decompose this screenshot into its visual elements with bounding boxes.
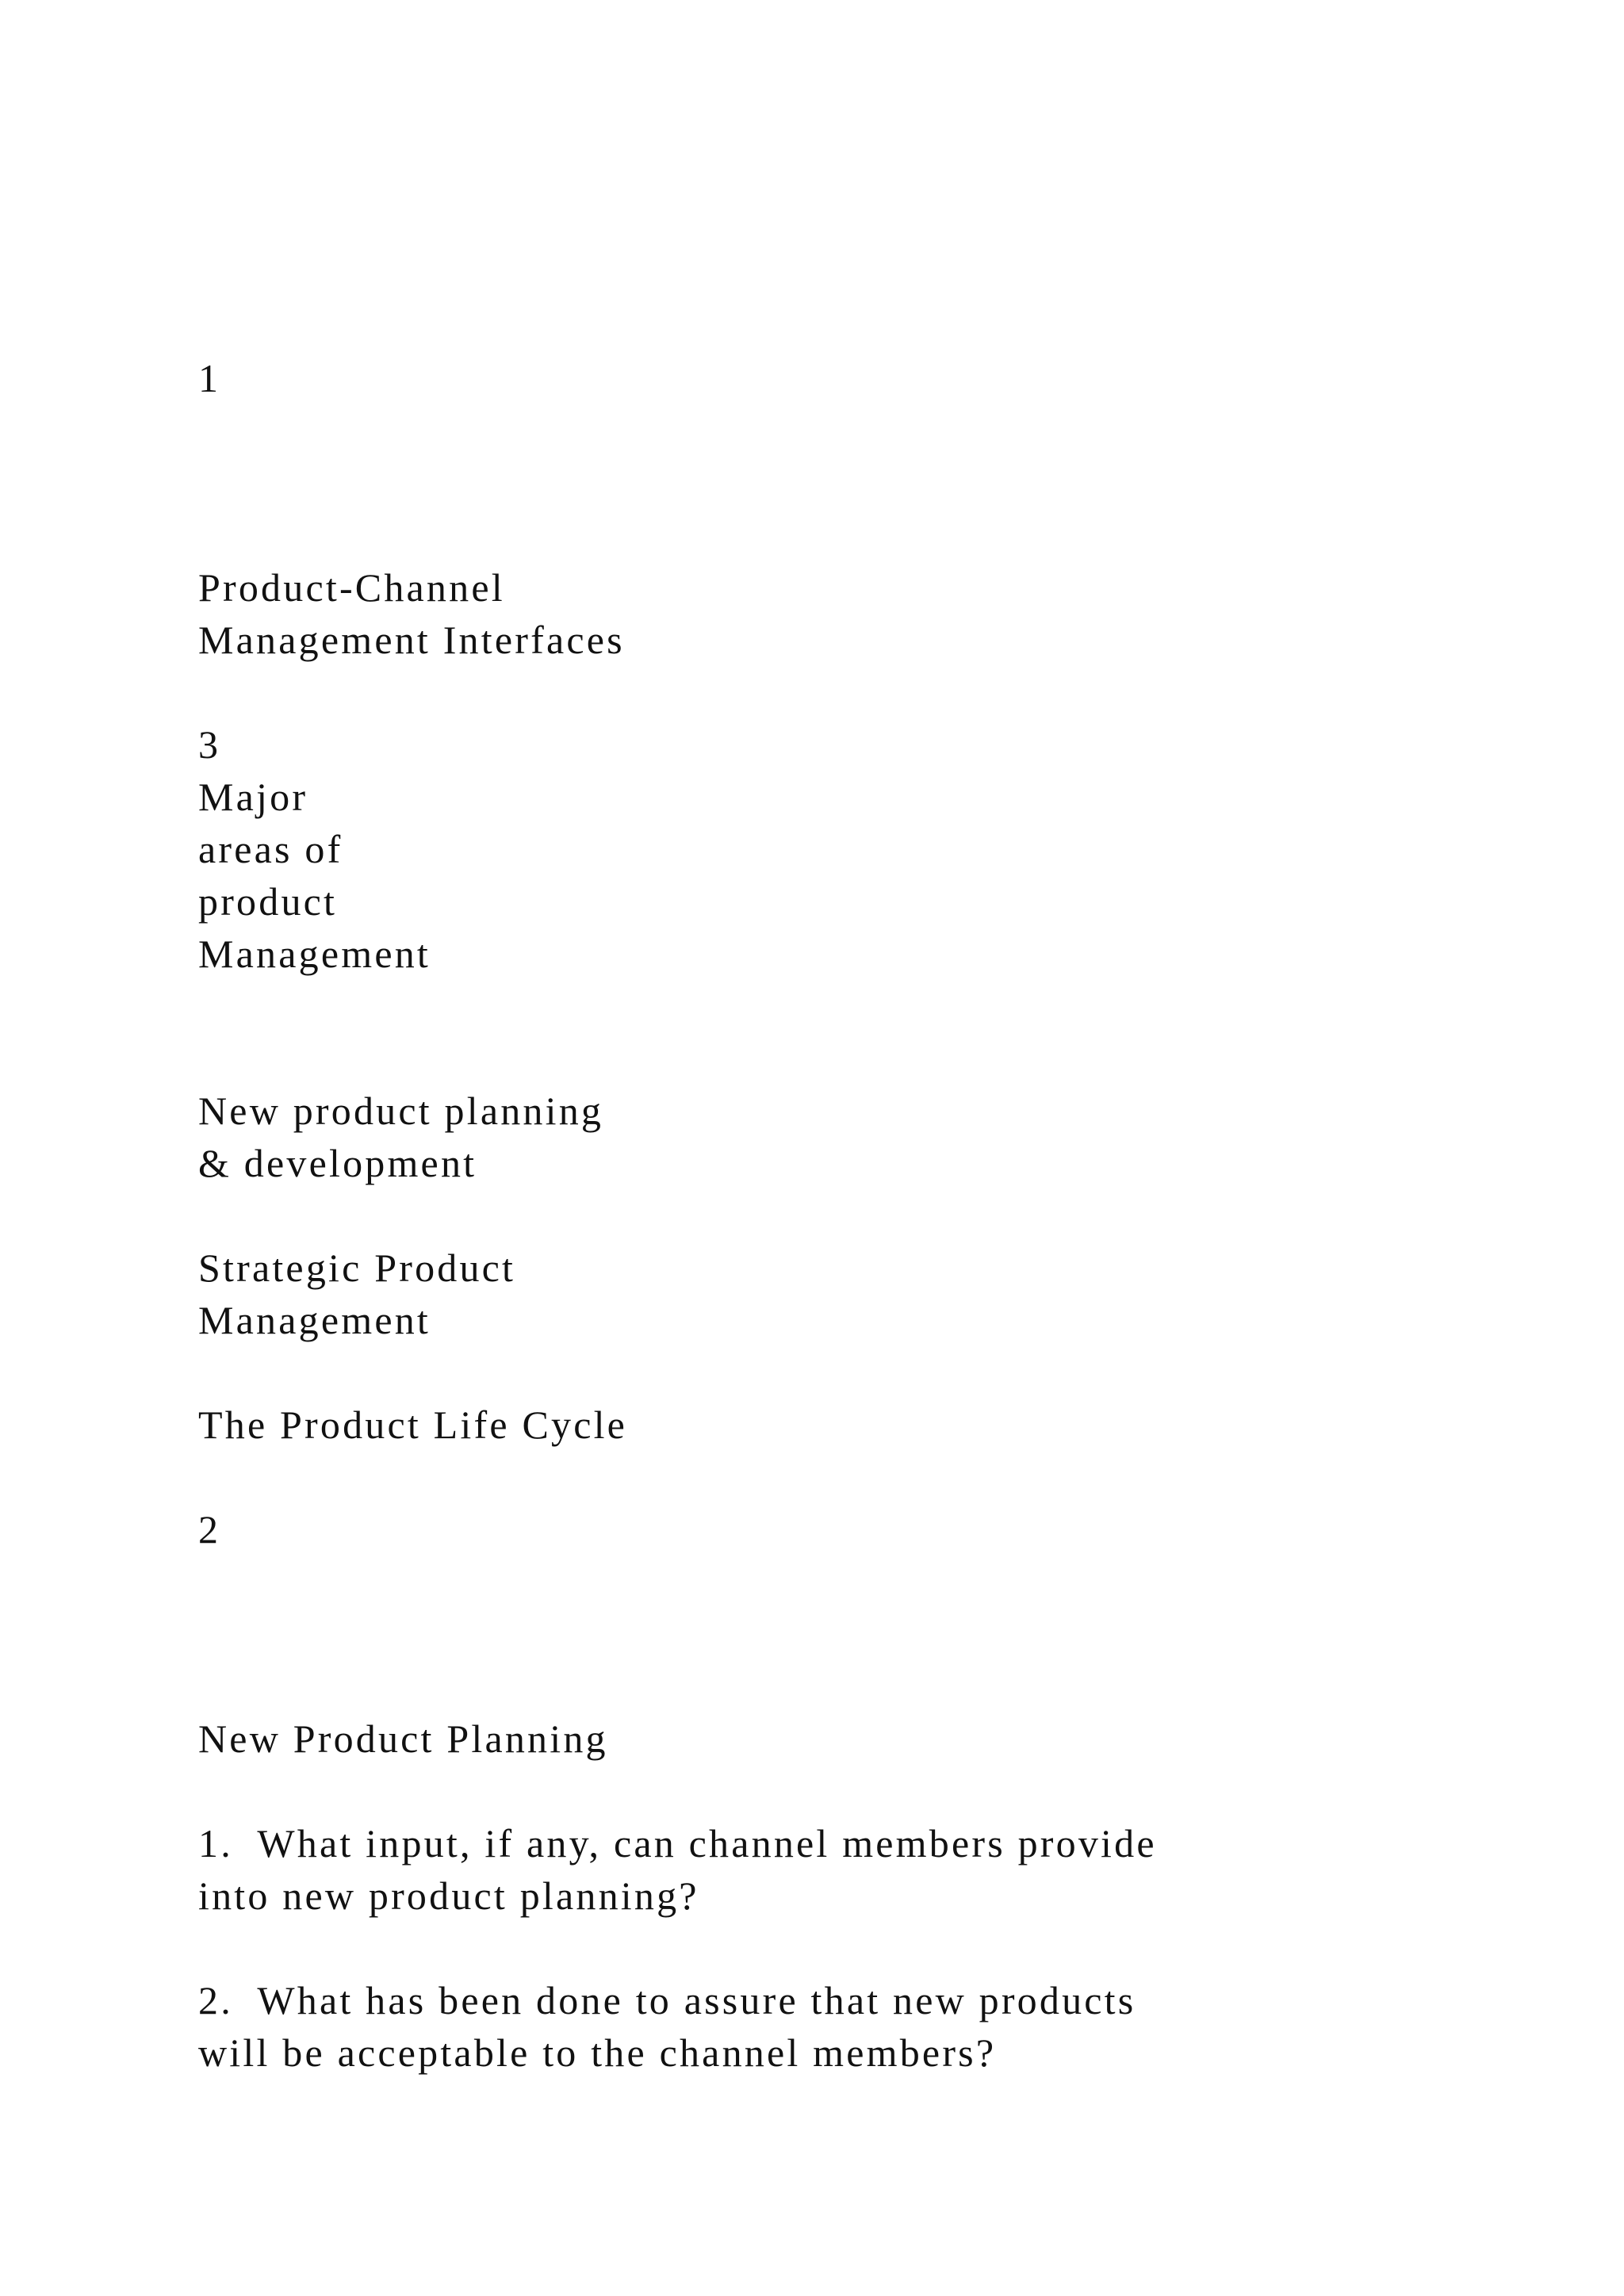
diagram-label-line-3: product bbox=[198, 879, 338, 924]
diagram-number: 3 bbox=[198, 722, 221, 767]
diagram-label-line-2: areas of bbox=[198, 827, 343, 871]
section-heading: New Product Planning bbox=[198, 1716, 608, 1761]
slide-title-line-2: Management Interfaces bbox=[198, 618, 625, 662]
question-2-line-2: will be acceptable to the channel members? bbox=[198, 2030, 997, 2075]
slide-title-line-1: Product-Channel bbox=[198, 565, 505, 610]
diagram-label-line-1: Major bbox=[198, 775, 308, 819]
question-2-line-1: 2. What has been done to assure that new products bbox=[198, 1978, 1136, 2022]
question-1-line-1: 1. What input, if any, can channel members provide bbox=[198, 1821, 1157, 1866]
area-item-1-line-2: & development bbox=[198, 1141, 477, 1185]
area-item-2-line-1: Strategic Product bbox=[198, 1246, 516, 1290]
page-number-1: 1 bbox=[198, 356, 221, 400]
area-item-2-line-2: Management bbox=[198, 1298, 431, 1342]
question-1-line-2: into new product planning? bbox=[198, 1873, 699, 1918]
diagram-label-line-4: Management bbox=[198, 932, 431, 976]
area-item-1-line-1: New product planning bbox=[198, 1089, 604, 1133]
page-number-2: 2 bbox=[198, 1507, 221, 1552]
area-item-3: The Product Life Cycle bbox=[198, 1402, 628, 1447]
